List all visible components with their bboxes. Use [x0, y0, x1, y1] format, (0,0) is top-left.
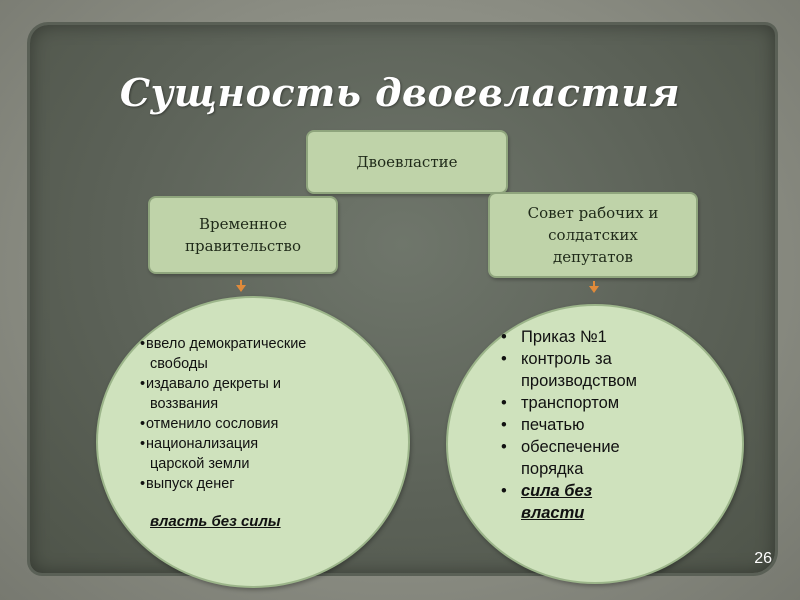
- soviet-label-line1: Совет рабочих и: [527, 204, 659, 222]
- soviet-label-line3: депутатов: [553, 248, 633, 266]
- list-item: •издавало декреты и воззвания: [140, 376, 281, 412]
- list-item: •отменило сословия: [140, 416, 279, 432]
- list-item: • Приказ №1: [501, 328, 607, 346]
- provisional-government-label-line2: правительство: [184, 237, 302, 255]
- list-item: • обеспечение порядка: [501, 438, 620, 478]
- list-item: • печатью: [501, 416, 585, 434]
- page-number: 26: [754, 550, 772, 567]
- list-item: •национализация царской земли: [140, 436, 259, 472]
- dual-power-box: [306, 130, 508, 194]
- right-arrow-down-icon: [589, 286, 599, 293]
- list-item: • транспортом: [501, 394, 620, 412]
- soviet-emphasis: • сила без власти: [501, 482, 593, 522]
- list-item: • контроль за производством: [501, 350, 637, 390]
- government-actions-list: [140, 334, 370, 494]
- provisional-government-box: [148, 196, 338, 274]
- government-emphasis: власть без силы: [150, 513, 281, 530]
- list-item: •выпуск денег: [140, 476, 235, 492]
- soviet-box: [488, 192, 698, 278]
- soviet-actions-list: [497, 326, 697, 524]
- soviet-label-line2: солдатских: [548, 226, 638, 244]
- list-item: •ввело демократические свободы: [140, 336, 307, 372]
- provisional-government-label-line1: Временное: [199, 215, 287, 233]
- dual-power-label: Двоевластие: [356, 153, 458, 171]
- slide-title: Сущность двоевластия: [119, 70, 681, 115]
- left-arrow-down-icon: [236, 285, 246, 292]
